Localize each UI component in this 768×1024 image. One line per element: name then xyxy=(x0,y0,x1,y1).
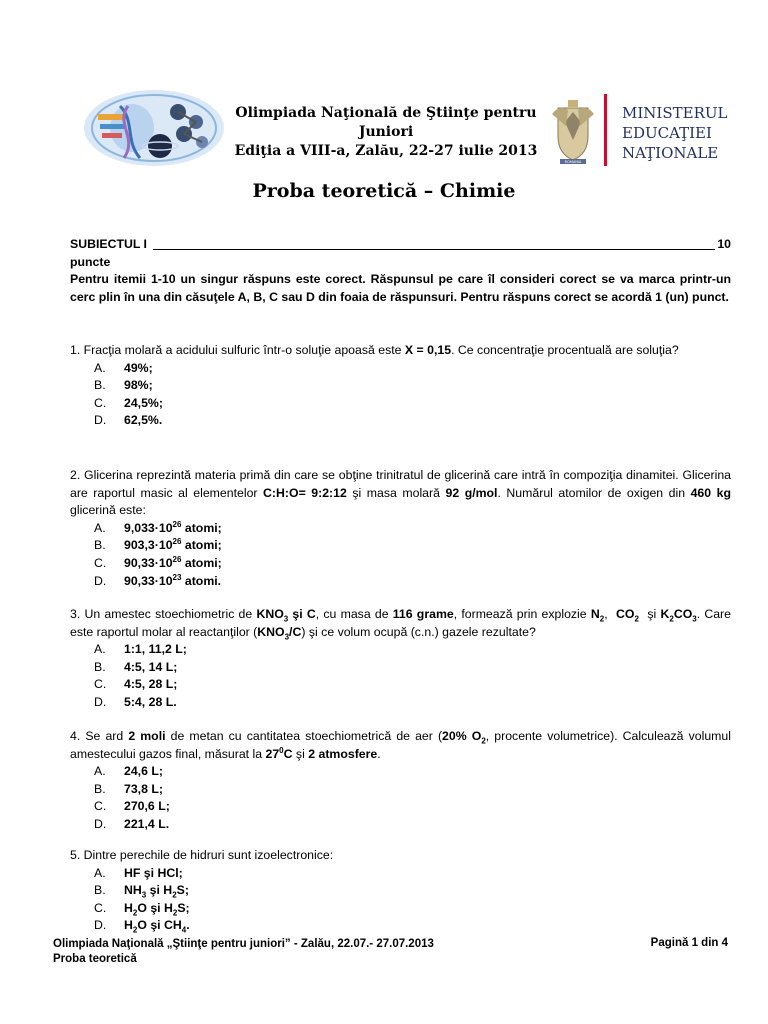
question-5-text: 5. Dintre perechile de hidruri sunt izoelectronice: xyxy=(70,848,334,862)
subject-label: SUBIECTUL I xyxy=(70,237,147,251)
q3-option-d: D. 5:4, 28 L. xyxy=(94,694,177,709)
question-2-text: 2. Glicerina reprezintă materia primă din care se obţine trinitratul de glicerină care intră în compoziţia dinamitei. Glicerina are raportul masic al elementelor C:H:O= 9:2:12 şi masa molară 92 g/mol. Numărul atomilor de oxigen din 460 kg glicerină este: xyxy=(70,468,731,518)
ministry-line-3: NAŢIONALE xyxy=(622,144,719,162)
subject-header xyxy=(70,236,731,306)
ministry-line-2: EDUCAŢIEI xyxy=(622,124,712,142)
ministry-logo-text xyxy=(622,103,727,163)
title-line-1: Olimpiada Naţională de Ştiinţe pentru xyxy=(235,105,537,121)
subject-underline xyxy=(153,249,715,250)
page-title: Proba teoretică – Chimie xyxy=(252,180,516,202)
q5-option-d: D. $H_2O$ şi $CH_4$. xyxy=(94,918,190,935)
subject-points-word: puncte xyxy=(70,254,111,269)
q1-option-a: A. 49%; xyxy=(94,360,153,375)
coat-caption: ROMANIA xyxy=(564,160,582,164)
q1-option-b: B. 98%; xyxy=(94,378,153,393)
q5-option-b: B. $NH_3$ şi $H_2S$; xyxy=(94,883,189,900)
q2-option-c: C. $90,33\cdot 10^{26}$ atomi; xyxy=(94,554,222,570)
question-3 xyxy=(70,606,731,712)
subject-points: 10 xyxy=(717,237,731,251)
q5-option-c: C. $H_2O$ şi $H_2S$; xyxy=(94,900,190,918)
q4-option-d: D. 221,4 L. xyxy=(94,816,170,831)
q4-option-a: A. 24,6 L; xyxy=(94,764,163,779)
question-5 xyxy=(70,847,731,935)
page-number: Pagină 1 din 4 xyxy=(650,937,728,949)
q1-option-d: D. 62,5%. xyxy=(94,413,163,428)
question-4 xyxy=(70,728,731,834)
title-line-3: Ediţia a VIII-a, Zalău, 22-27 iulie 2013 xyxy=(234,143,538,159)
ministry-divider xyxy=(604,94,607,166)
title-line-2: Juniori xyxy=(358,124,414,140)
q3-option-c: C. 4:5, 28 L; xyxy=(94,677,178,692)
olympiad-title xyxy=(232,104,540,161)
q2-option-a: A. $9,033\cdot 10^{26}$ atomi; xyxy=(94,519,222,535)
question-3-text: 3. Un amestec stoechiometric de $KNO_3$ şi C, cu masa de 116 grame, formează prin explozie $N_2$, $CO_2$ şi $K_2CO_3$. Care este raportul molar al reactanţilor $(KNO_3/C)$ şi ce volum ocupă (c.n.) gazele rezultate? xyxy=(70,607,731,642)
question-2 xyxy=(70,467,731,590)
q5-option-a: A. HF şi HCl; xyxy=(94,865,183,880)
question-1 xyxy=(70,342,731,430)
question-4-text: 4. Se ard 2 moli de metan cu cantitatea stoechiometrică de aer (20% $O_2$, procente volumetrice). Calculează volumul amestecului gazos final, măsurat la $27^0C$ şi 2 atmosfere. xyxy=(70,729,731,761)
olympiad-logo xyxy=(80,86,228,170)
q4-option-c: C. 270,6 L; xyxy=(94,799,170,814)
footer-section: Proba teoretică xyxy=(53,953,137,965)
q1-option-c: C. 24,5%; xyxy=(94,395,163,410)
romania-coat-of-arms-icon xyxy=(548,96,598,166)
q3-option-a: A. 1:1, 11,2 L; xyxy=(94,642,187,657)
question-1-text: 1. Fracţia molară a acidului sulfuric într-o soluţie apoasă este X = 0,15. Ce concentraţie procentuală are soluţia? xyxy=(70,343,679,357)
footer-event: Olimpiada Naţională „Ştiinţe pentru juniori” - Zalău, 22.07.- 27.07.2013 xyxy=(53,938,434,950)
ministry-line-1: MINISTERUL xyxy=(622,104,728,122)
q2-option-b: B. $903,3\cdot 10^{26}$ atomi; xyxy=(94,537,222,553)
q4-option-b: B. 73,8 L; xyxy=(94,781,163,796)
footer-left xyxy=(53,937,434,967)
q2-option-d: D. $90,33\cdot 10^{23}$ atomi. xyxy=(94,572,222,588)
q3-option-b: B. 4:5, 14 L; xyxy=(94,659,178,674)
subject-instructions: Pentru itemii 1-10 un singur răspuns este corect. Răspunsul pe care îl consideri corect se va marca printr-un cerc plin în una din căsuţele A, B, C sau D din foaia de răspunsuri. Pentru răspuns corect se acordă 1 (un) punct. xyxy=(70,272,731,304)
